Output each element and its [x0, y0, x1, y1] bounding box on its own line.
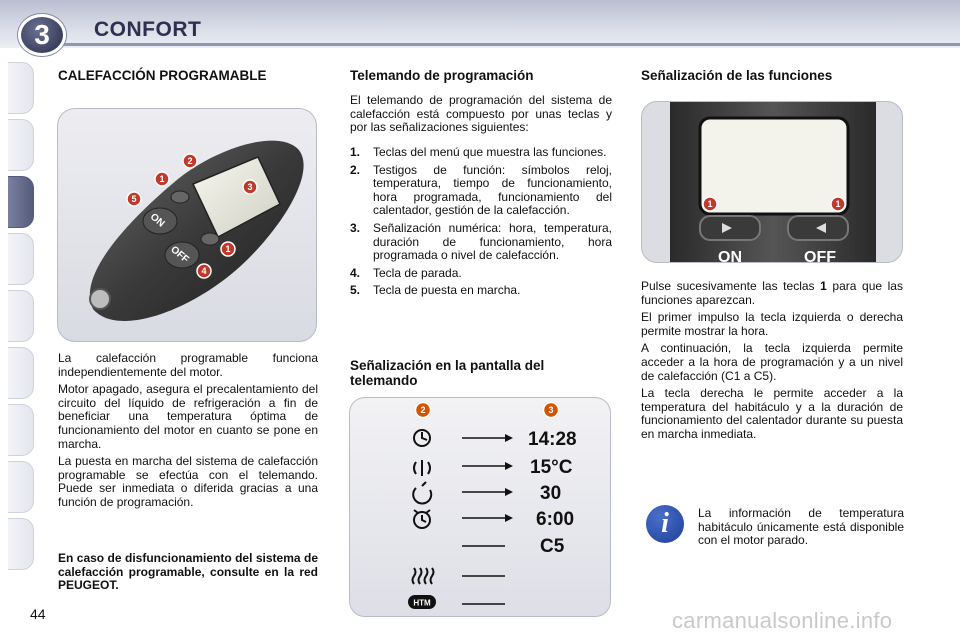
- text-span: para que las funciones aparezcan.: [641, 279, 903, 307]
- key-number: 1: [820, 279, 827, 293]
- panel-callout-1-right: 1: [835, 199, 841, 209]
- list-text: Tecla de puesta en marcha.: [373, 283, 521, 298]
- side-tab-8[interactable]: [8, 461, 34, 513]
- paragraph: Motor apagado, asegura el precalentamiento del circuito del líquido de refrigeración a fin de beneficiar una temperatura óptima de funcionamiento del motor en cuanto se pone en marcha.: [58, 382, 318, 451]
- callout-1a: 1: [159, 174, 165, 184]
- function-display-description: [641, 280, 903, 442]
- panel-on-label: ON: [718, 249, 742, 263]
- paragraph: [641, 280, 903, 307]
- list-number: 4.: [350, 265, 361, 280]
- display-value-time: 14:28: [528, 429, 577, 450]
- remote-intro-paragraph: El telemando de programación del sistema de calefacción está compuesto por unas teclas y por las señalizaciones siguientes:: [350, 93, 612, 135]
- display-callout-3: 3: [548, 405, 554, 415]
- alarm-clock-icon: [414, 510, 430, 528]
- paragraph: La calefacción programable funciona independientemente del motor.: [58, 351, 318, 379]
- antenna-icon: [414, 460, 430, 476]
- side-tab-2[interactable]: [8, 119, 34, 171]
- text-span: Pulse sucesivamente las teclas: [641, 279, 821, 293]
- panel-off-label: OFF: [804, 249, 836, 263]
- list-item: [350, 267, 612, 281]
- programmable-heating-description: [58, 352, 318, 510]
- duration-icon: [413, 482, 431, 504]
- list-text: Teclas del menú que muestra las funciones.: [373, 145, 607, 159]
- list-number: 2.: [350, 162, 361, 177]
- list-text: Testigos de función: símbolos reloj, temperatura, tiempo de funcionamiento, hora programada, funcionamiento del calentador, gestión de la calefacción.: [373, 162, 612, 218]
- remote-display-figure: [349, 397, 611, 617]
- display-callout-2: 2: [420, 405, 426, 415]
- header-divider: [56, 43, 960, 46]
- info-icon: i: [646, 505, 684, 543]
- chapter-title: CONFORT: [94, 18, 202, 41]
- list-text: Señalización numérica: hora, temperatura, duración de funcionamiento, hora programada o nivel de calefacción.: [373, 220, 612, 263]
- list-item: [350, 146, 612, 160]
- list-text: Tecla de parada.: [373, 265, 462, 280]
- remote-panel-illustration: [642, 102, 903, 263]
- heater-icon: [413, 568, 434, 584]
- display-value-heating-level: C5: [540, 536, 565, 557]
- paragraph: A continuación, la tecla izquierda permite acceder a la hora de programación y a un nivel de calefacción (C1 a C5).: [641, 341, 903, 383]
- section-heading-function-display: Señalización de las funciones: [641, 68, 833, 83]
- on-button-label: ON: [147, 211, 167, 230]
- remote-fob-figure: [57, 108, 317, 342]
- paragraph: La tecla derecha le permite acceder a la temperatura del habitáculo y a la duración de funcionamiento del calentador durante su puesta en marcha inmediata.: [641, 386, 903, 441]
- display-value-duration: 30: [540, 483, 562, 504]
- callout-3: 3: [247, 182, 253, 192]
- display-value-temperature: 15°C: [530, 457, 573, 478]
- chapter-number-badge: 3: [18, 14, 66, 56]
- malfunction-note: En caso de disfuncionamiento del sistema de calefacción programable, consulte en la red PEUGEOT.: [58, 551, 318, 593]
- side-tab-7[interactable]: [8, 404, 34, 456]
- side-tab-5[interactable]: [8, 290, 34, 342]
- panel-callout-1-left: 1: [707, 199, 713, 209]
- section-heading-programmable-heating: CALEFACCIÓN PROGRAMABLE: [58, 68, 267, 83]
- side-tab-3-active[interactable]: [8, 176, 34, 228]
- htm-icon: [408, 595, 436, 609]
- paragraph: El primer impulso la tecla izquierda o derecha permite mostrar la hora.: [641, 310, 903, 338]
- list-number: 3.: [350, 220, 361, 235]
- info-note: La información de temperatura habitáculo únicamente está disponible con el motor parado.: [698, 506, 904, 548]
- callout-1b: 1: [225, 244, 231, 254]
- clock-icon: [414, 430, 430, 446]
- callout-2: 2: [187, 156, 193, 166]
- page-number: 44: [30, 606, 46, 622]
- callout-4: 4: [201, 266, 207, 276]
- side-tab-9[interactable]: [8, 518, 34, 570]
- callout-5: 5: [131, 194, 137, 204]
- list-number: 5.: [350, 283, 361, 298]
- display-value-programmed-time: 6:00: [536, 509, 575, 530]
- section-heading-remote-programming: Telemando de programación: [350, 68, 534, 83]
- chapter-side-tabs: [0, 62, 34, 582]
- list-number: 1.: [350, 145, 361, 159]
- side-tab-6[interactable]: [8, 347, 34, 399]
- list-item: [350, 284, 612, 298]
- remote-panel-figure: [641, 101, 903, 263]
- list-item: [350, 222, 612, 263]
- off-button-label: OFF: [168, 244, 191, 266]
- htm-icon-label: HTM: [413, 598, 431, 608]
- remote-fob-illustration: [58, 109, 317, 342]
- remote-display-illustration: [350, 398, 612, 618]
- list-item: [350, 164, 612, 218]
- watermark: carmanualsonline.info: [672, 608, 893, 633]
- paragraph: La puesta en marcha del sistema de calefacción programable se efectúa con el telemando. Puede ser inmediata o diferida gracias a una función de programación.: [58, 454, 318, 509]
- side-tab-4[interactable]: [8, 233, 34, 285]
- side-tab-1[interactable]: [8, 62, 34, 114]
- section-heading-remote-display: Señalización en la pantalla del telemando: [350, 358, 545, 388]
- remote-features-list: [350, 146, 612, 302]
